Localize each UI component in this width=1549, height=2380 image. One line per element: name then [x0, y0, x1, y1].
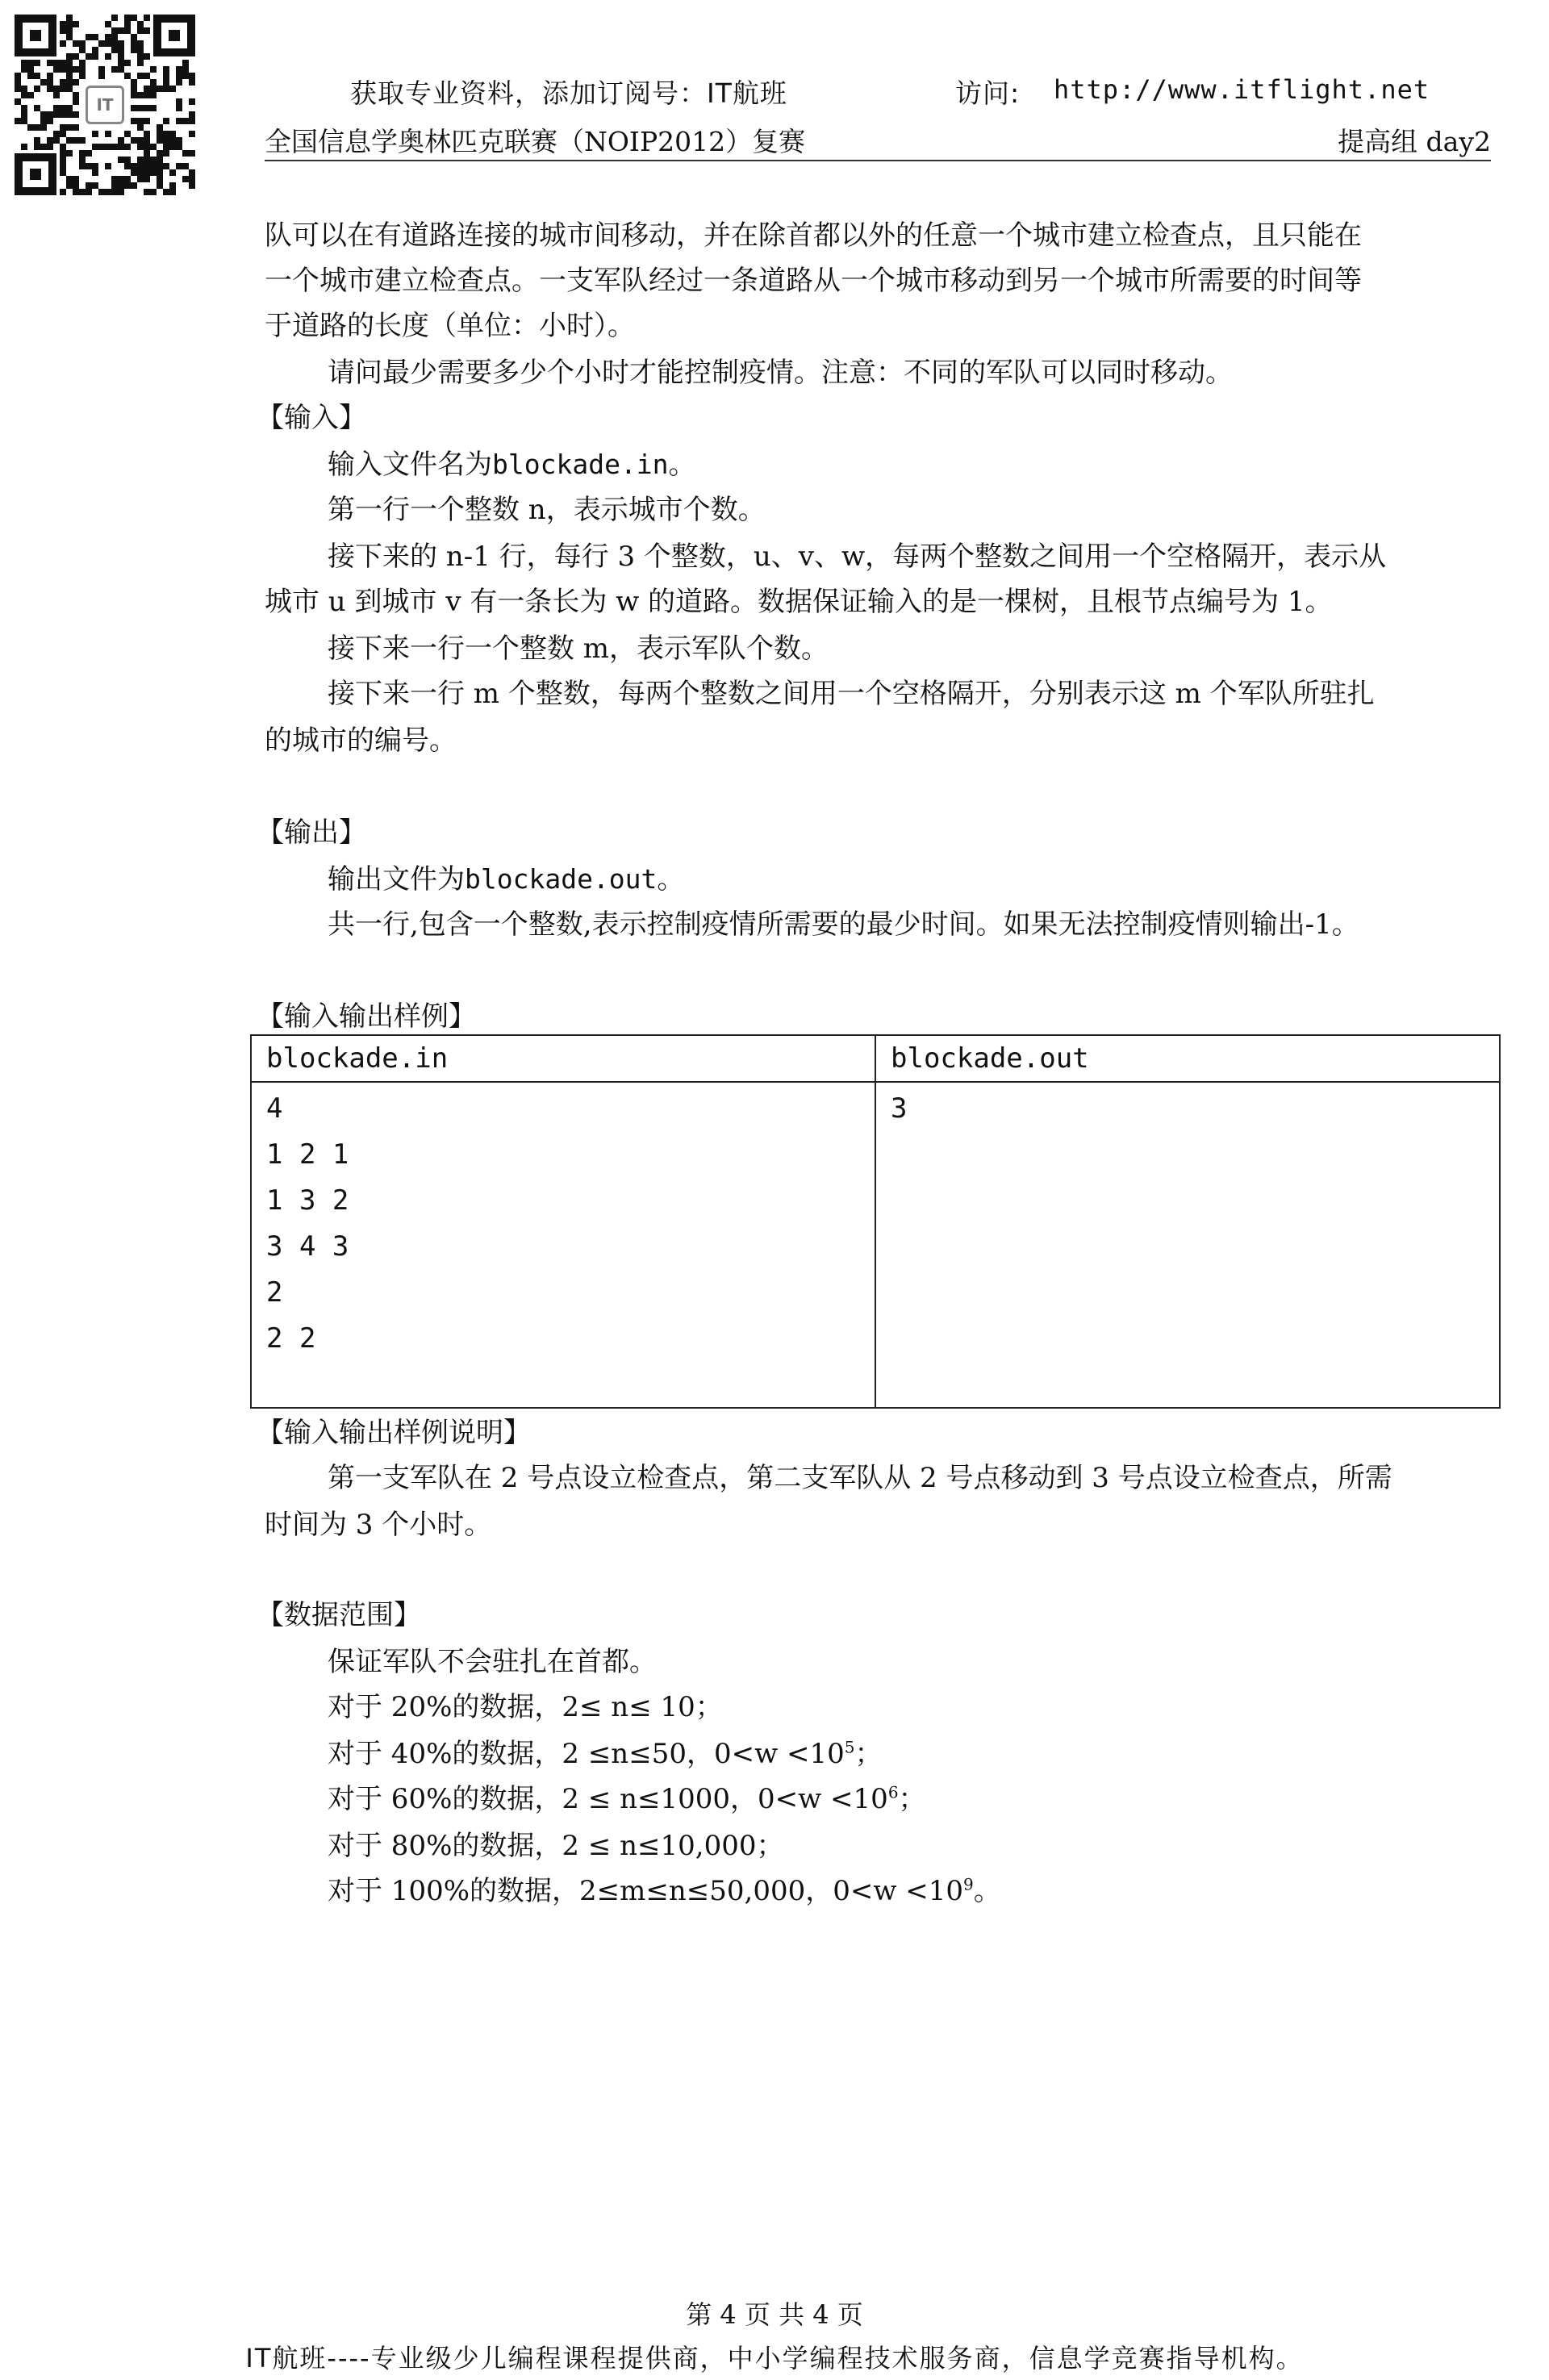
- explanation-line-2: 时间为 3 个小时。: [265, 1509, 492, 1541]
- range-80: 对于 80%的数据，2 ≤ n≤10,000；: [328, 1830, 784, 1862]
- intro-question: 请问最少需要多少个小时才能控制疫情。注意：不同的军队可以同时移动。: [328, 357, 1233, 389]
- input-line-n: 第一行一个整数 n，表示城市个数。: [328, 494, 766, 526]
- input-line-armies-2: 的城市的编号。: [265, 724, 457, 757]
- range-100-exponent: 9: [963, 1874, 974, 1894]
- input-heading: 【输入】: [257, 402, 366, 434]
- range-100: [328, 1869, 1491, 1908]
- range-100-text: 对于 100%的数据，2≤m≤n≤50,000，0<w <10: [328, 1875, 963, 1907]
- range-40-text: 对于 40%的数据，2 ≤n≤50，0<w <10: [328, 1738, 845, 1770]
- sample-output-line: 3: [891, 1092, 908, 1125]
- range-100-tail: 。: [973, 1875, 1001, 1907]
- output-file-suffix: 。: [657, 863, 685, 896]
- data-range-heading: 【数据范围】: [257, 1599, 421, 1631]
- range-60: [328, 1777, 1491, 1816]
- range-40-exponent: 5: [844, 1737, 855, 1757]
- range-40-tail: ；: [854, 1738, 883, 1770]
- range-40: [328, 1731, 1491, 1771]
- range-20: 对于 20%的数据，2≤ n≤ 10；: [328, 1691, 723, 1723]
- sample-input-line: 4: [266, 1092, 283, 1125]
- range-60-text: 对于 60%的数据，2 ≤ n≤1000，0<w <10: [328, 1783, 888, 1815]
- page-number: 第 4 页 共 4 页: [686, 2299, 863, 2330]
- visit-label: 访问:: [955, 77, 1021, 109]
- itflight-logo-icon: IT: [86, 86, 124, 124]
- sample-heading: 【输入输出样例】: [257, 1000, 476, 1033]
- input-line-m: 接下来一行一个整数 m，表示军队个数。: [328, 633, 829, 665]
- sample-io-table: [250, 1034, 1501, 1409]
- input-file-name: blockade.in: [492, 449, 669, 480]
- qr-code-icon: [15, 15, 195, 195]
- promo-text: 获取专业资料，添加订阅号：IT航班: [350, 77, 787, 109]
- input-line-edges-1: 接下来的 n-1 行，每行 3 个整数，u、v、w，每两个整数之间用一个空格隔开，表示从: [328, 541, 1387, 573]
- sample-input-line: 1 2 1: [266, 1138, 349, 1171]
- range-60-tail: ；: [898, 1783, 926, 1815]
- input-file-prefix: 输入文件名为: [328, 449, 492, 481]
- intro-line-1: 队可以在有道路连接的城市间移动，并在除首都以外的任意一个城市建立检查点，且只能在: [265, 219, 1362, 252]
- input-file-line: [328, 442, 1491, 482]
- input-line-armies-1: 接下来一行 m 个整数，每两个整数之间用一个空格隔开，分别表示这 m 个军队所驻扎: [328, 678, 1375, 710]
- group-label: 提高组 day2: [1338, 126, 1491, 157]
- range-guarantee: 保证军队不会驻扎在首都。: [328, 1646, 657, 1678]
- sample-input-header: blockade.in: [251, 1035, 875, 1082]
- sample-input-cell: [251, 1082, 875, 1408]
- intro-line-2: 一个城市建立检查点。一支军队经过一条道路从一个城市移动到另一个城市所需要的时间等: [265, 265, 1362, 297]
- footer-banner: IT航班----专业级少儿编程课程提供商，中小学编程技术服务商，信息学竞赛指导机构。: [245, 2343, 1304, 2374]
- sample-input-line: 3 4 3: [266, 1230, 349, 1263]
- explanation-line-1: 第一支军队在 2 号点设立检查点，第二支军队从 2 号点移动到 3 号点设立检查点，所需: [328, 1462, 1392, 1494]
- output-line-result: 共一行,包含一个整数,表示控制疫情所需要的最少时间。如果无法控制疫情则输出-1。: [328, 908, 1359, 941]
- sample-input-line: 2: [266, 1276, 283, 1309]
- intro-line-3: 于道路的长度（单位：小时）。: [265, 310, 635, 342]
- visit-url-link[interactable]: http://www.itflight.net: [1054, 74, 1430, 105]
- output-file-line: [328, 857, 1491, 896]
- sample-output-header: blockade.out: [875, 1035, 1500, 1082]
- range-60-exponent: 6: [887, 1782, 899, 1802]
- contest-title: 全国信息学奥林匹克联赛（NOIP2012）复赛: [265, 126, 806, 157]
- output-heading: 【输出】: [257, 816, 366, 849]
- input-line-edges-2: 城市 u 到城市 v 有一条长为 w 的道路。数据保证输入的是一棵树，且根节点编号为 1。: [265, 586, 1333, 618]
- header-divider: [265, 160, 1491, 161]
- explanation-heading: 【输入输出样例说明】: [257, 1417, 531, 1449]
- sample-input-line: 2 2: [266, 1322, 316, 1355]
- output-file-prefix: 输出文件为: [328, 863, 465, 896]
- output-file-name: blockade.out: [465, 863, 658, 895]
- sample-output-cell: [875, 1082, 1500, 1408]
- input-file-suffix: 。: [668, 449, 696, 481]
- sample-input-line: 1 3 2: [266, 1184, 349, 1217]
